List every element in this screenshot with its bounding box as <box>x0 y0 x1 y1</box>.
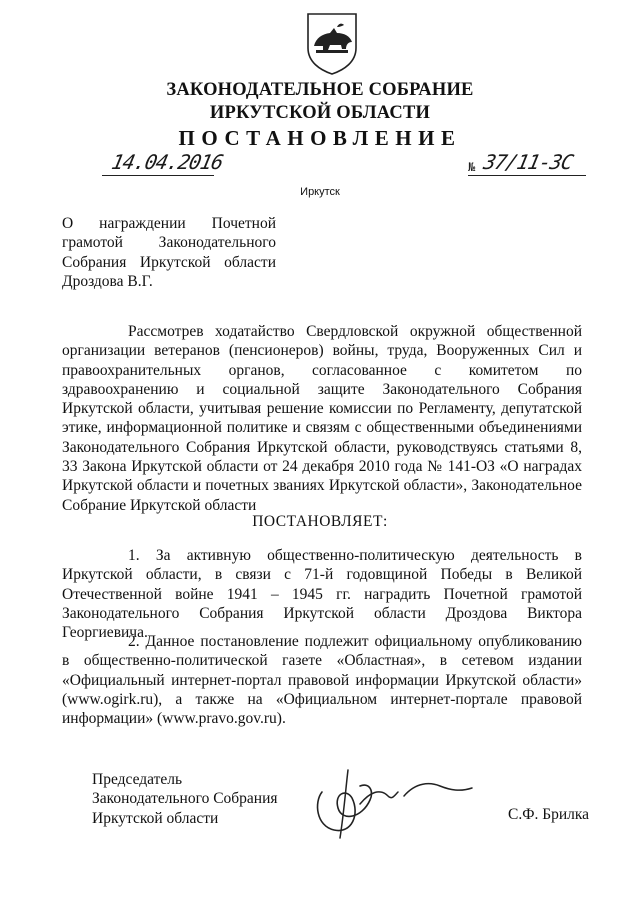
signatory-name: С.Ф. Брилка <box>508 806 590 823</box>
resolution-item-2: 2. Данное постановление подлежит официальному опубликованию в общественно-политической газете «Областная», в сетевом издании «Официальный интернет-портал правовой информации Иркутской области» (www.ogirk.ru), а также на «Официальном интернет-портале правовой информации» (www.pravo.gov.ru). <box>62 633 582 728</box>
resolves-heading: ПОСТАНОВЛЯЕТ: <box>252 513 388 530</box>
date-underline <box>102 175 214 176</box>
number-underline <box>468 175 586 176</box>
city: Иркутск <box>300 186 340 198</box>
signatory-position <box>92 770 278 828</box>
signatory-position-line3: Иркутской области <box>92 809 219 827</box>
preamble-paragraph: Рассмотрев ходатайство Свердловской окружной общественной организации ветеранов (пенсионеров) войны, труда, Вооруженных Сил и правоохранительных органов, согласованное с комитетом по здравоохранению и социальной защите Законодательного Собрания Иркутской области, учитывая решение комиссии по Регламенту, депутатской этике, информационной политике и связям с общественными объединениями Законодательного Собрания Иркутской области, руководствуясь статьями 8, 33 Закона Иркутской области от 24 декабря 2010 года № 141-ОЗ «О наградах Иркутской области и почетных званиях Иркутской области», Законодательное Собрание Иркутской области <box>62 323 582 514</box>
org-name-line1: ЗАКОНОДАТЕЛЬНОЕ СОБРАНИЕ <box>166 80 474 100</box>
coat-of-arms-icon <box>304 12 360 76</box>
handwritten-signature <box>300 752 490 842</box>
number-sign: № <box>468 160 476 174</box>
resolution-item-1: 1. За активную общественно-политическую деятельность в Иркутской области, в связи с 71-й годовщиной Победы в Великой Отечественной войне 1941 – 1945 гг. наградить Почетной грамотой Законодательного Собрания Иркутской области Дроздова Виктора Георгиевича. <box>62 547 582 642</box>
document-date: 14.04.2016 <box>109 150 225 174</box>
document-number: 37/11-ЗС <box>481 150 575 174</box>
document-subject: О награждении Почетной грамотой Законодательного Собрания Иркутской области Дроздова В.Г. <box>62 215 276 290</box>
signatory-position-line2: Законодательного Собрания <box>92 790 278 808</box>
signatory-position-line1: Председатель <box>92 771 183 788</box>
document-type: ПОСТАНОВЛЕНИЕ <box>178 126 462 150</box>
org-name-line2: ИРКУТСКОЙ ОБЛАСТИ <box>209 103 431 123</box>
